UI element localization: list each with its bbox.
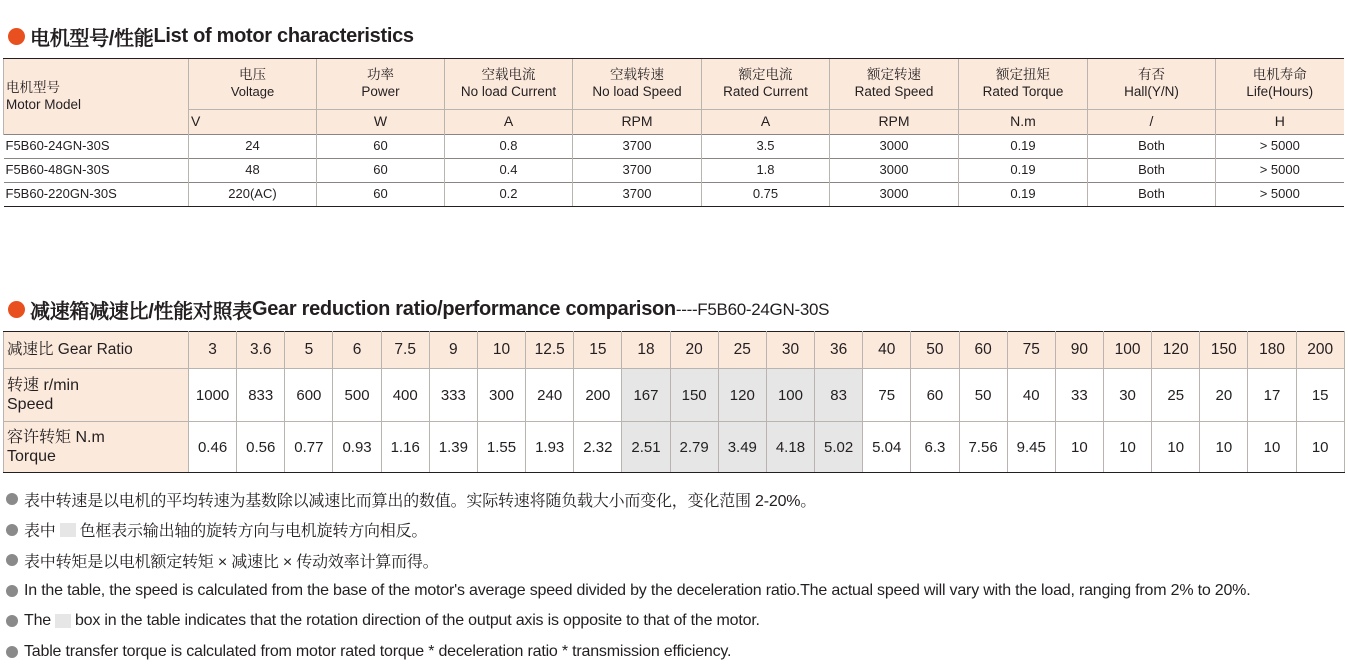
column-header-cn: 电机型号: [6, 79, 60, 95]
column-header-cn: 电压: [239, 67, 266, 83]
ratio-cell: 36: [815, 332, 863, 369]
value-cell: Both: [1088, 159, 1216, 183]
value-cell: 0.4: [445, 159, 573, 183]
row-head-speed-cn: 转速 r/min: [7, 376, 80, 394]
speed-cell: 167: [622, 369, 670, 422]
note-item: [6, 515, 1250, 546]
value-cell: 1.8: [702, 159, 830, 183]
note-text: The: [24, 612, 51, 630]
ratio-cell: 150: [1200, 332, 1248, 369]
model-cell: F5B60-24GN-30S: [4, 135, 189, 159]
speed-cell: 240: [526, 369, 574, 422]
column-header-cn: 有否: [1138, 67, 1165, 83]
ratio-cell: 25: [718, 332, 766, 369]
column-header: [317, 59, 445, 110]
speed-cell: 33: [1055, 369, 1103, 422]
column-header-cn: 电机寿命: [1252, 67, 1307, 83]
unit-cell: /: [1088, 110, 1216, 135]
unit-cell: V: [189, 110, 317, 135]
speed-cell: 150: [670, 369, 718, 422]
value-cell: 3700: [573, 183, 702, 207]
ratio-cell: 180: [1248, 332, 1296, 369]
unit-cell: A: [445, 110, 573, 135]
section-title-gear-ratio: [8, 295, 829, 324]
torque-cell: 0.77: [285, 422, 333, 473]
gear-ratio-row: [4, 332, 1345, 369]
value-cell: 0.75: [702, 183, 830, 207]
ratio-cell: 75: [1007, 332, 1055, 369]
section-title-motor-characteristics: [8, 22, 414, 51]
value-cell: 60: [317, 183, 445, 207]
note-text-after-swatch: 色框表示输出轴的旋转方向与电机旋转方向相反。: [79, 523, 428, 541]
torque-cell: 4.18: [766, 422, 814, 473]
torque-cell: 9.45: [1007, 422, 1055, 473]
speed-cell: 400: [381, 369, 429, 422]
speed-cell: 333: [429, 369, 477, 422]
motor-characteristics-table: [3, 58, 1344, 207]
table-row: [4, 135, 1344, 159]
speed-cell: 200: [574, 369, 622, 422]
ratio-cell: 10: [477, 332, 525, 369]
row-head-torque: [4, 422, 189, 473]
value-cell: > 5000: [1216, 159, 1344, 183]
gear-ratio-table: [3, 331, 1345, 473]
bullet-icon: [6, 554, 18, 566]
torque-cell: 10: [1055, 422, 1103, 473]
unit-cell: RPM: [573, 110, 702, 135]
unit-cell: RPM: [830, 110, 959, 135]
column-header-en: Rated Speed: [854, 84, 934, 99]
note-item: [6, 545, 1250, 576]
unit-cell: W: [317, 110, 445, 135]
speed-cell: 300: [477, 369, 525, 422]
column-header-en: No load Speed: [592, 84, 682, 99]
value-cell: 0.19: [959, 159, 1088, 183]
torque-cell: 10: [1152, 422, 1200, 473]
torque-cell: 2.32: [574, 422, 622, 473]
column-header-cn: 功率: [367, 67, 394, 83]
row-head-ratio: 减速比 Gear Ratio: [4, 332, 189, 369]
title-cn: 减速箱减速比/性能对照表: [30, 301, 252, 323]
ratio-cell: 7.5: [381, 332, 429, 369]
note-text: Table transfer torque is calculated from motor rated torque * deceleration ratio * transmission efficiency.: [24, 642, 732, 660]
value-cell: > 5000: [1216, 183, 1344, 207]
value-cell: 3.5: [702, 135, 830, 159]
value-cell: Both: [1088, 135, 1216, 159]
ratio-cell: 60: [959, 332, 1007, 369]
title-en: Gear reduction ratio/performance comparison: [251, 298, 676, 320]
value-cell: 60: [317, 159, 445, 183]
bullet-icon: [6, 524, 18, 536]
torque-cell: 1.55: [477, 422, 525, 473]
column-header-cn: 空载电流: [481, 67, 536, 83]
value-cell: 0.19: [959, 135, 1088, 159]
note-item: [6, 606, 1250, 637]
torque-cell: 7.56: [959, 422, 1007, 473]
ratio-cell: 20: [670, 332, 718, 369]
column-header: [1216, 59, 1344, 110]
orange-dot-icon: [8, 301, 25, 318]
column-header-cn: 额定转速: [867, 67, 921, 83]
value-cell: > 5000: [1216, 135, 1344, 159]
column-header: [959, 59, 1088, 110]
column-header-en: Rated Current: [723, 84, 808, 99]
ratio-cell: 15: [574, 332, 622, 369]
torque-cell: 1.16: [381, 422, 429, 473]
notes-list: [6, 484, 1250, 667]
column-header-cn: 额定电流: [738, 67, 793, 83]
column-header: [573, 59, 702, 110]
model-cell: F5B60-220GN-30S: [4, 183, 189, 207]
unit-cell: N.m: [959, 110, 1088, 135]
ratio-cell: 50: [911, 332, 959, 369]
column-header-en: Life(Hours): [1246, 84, 1314, 99]
note-item: [6, 637, 1250, 668]
note-item: [6, 484, 1250, 515]
torque-cell: 10: [1103, 422, 1151, 473]
column-header: [445, 59, 573, 110]
torque-cell: 3.49: [718, 422, 766, 473]
table-row: [4, 159, 1344, 183]
value-cell: 3700: [573, 135, 702, 159]
torque-cell: 10: [1248, 422, 1296, 473]
value-cell: 60: [317, 135, 445, 159]
value-cell: 3700: [573, 159, 702, 183]
speed-cell: 25: [1152, 369, 1200, 422]
row-head-speed-en: Speed: [7, 396, 54, 413]
bullet-icon: [6, 493, 18, 505]
column-header-en: No load Current: [460, 84, 557, 99]
row-head-speed: [4, 369, 189, 422]
column-header-en: Rated Torque: [982, 84, 1064, 99]
ratio-cell: 9: [429, 332, 477, 369]
value-cell: 220(AC): [189, 183, 317, 207]
speed-cell: 83: [815, 369, 863, 422]
value-cell: 0.19: [959, 183, 1088, 207]
column-header-en: Motor Model: [6, 96, 82, 112]
speed-row: [4, 369, 1345, 422]
torque-cell: 0.93: [333, 422, 381, 473]
speed-cell: 100: [766, 369, 814, 422]
speed-cell: 120: [718, 369, 766, 422]
ratio-cell: 18: [622, 332, 670, 369]
note-text: 表中转速是以电机的平均转速为基数除以减速比而算出的数值。实际转速将随负载大小而变化，变化范围 2-20%。: [24, 492, 817, 510]
note-text: In the table, the speed is calculated from the base of the motor's average speed divided by the deceleration ratio.The actual speed will vary with the load, ranging from 2% to 20%.: [24, 581, 1251, 599]
unit-cell: A: [702, 110, 830, 135]
torque-cell: 10: [1296, 422, 1344, 473]
ratio-cell: 3.6: [237, 332, 285, 369]
ratio-cell: 200: [1296, 332, 1344, 369]
torque-cell: 1.93: [526, 422, 574, 473]
bullet-icon: [6, 646, 18, 658]
gray-box-swatch: [60, 523, 76, 537]
note-text: 表中: [24, 523, 56, 541]
torque-cell: 10: [1200, 422, 1248, 473]
torque-cell: 0.46: [189, 422, 237, 473]
title-en: List of motor characteristics: [153, 25, 414, 47]
note-text-after-swatch: box in the table indicates that the rotation direction of the output axis is opposite to that of the motor.: [74, 612, 760, 630]
torque-cell: 1.39: [429, 422, 477, 473]
speed-cell: 50: [959, 369, 1007, 422]
row-head-torque-en: Torque: [7, 448, 56, 465]
unit-cell: H: [1216, 110, 1344, 135]
column-header-cn: 额定扭矩: [996, 67, 1050, 83]
column-header: [830, 59, 959, 110]
bullet-icon: [6, 585, 18, 597]
note-item: [6, 576, 1250, 607]
ratio-cell: 12.5: [526, 332, 574, 369]
column-header-en: Hall(Y/N): [1124, 84, 1179, 99]
row-head-torque-cn: 容许转矩 N.m: [7, 428, 105, 446]
torque-cell: 2.79: [670, 422, 718, 473]
ratio-cell: 6: [333, 332, 381, 369]
ratio-cell: 3: [189, 332, 237, 369]
torque-cell: 0.56: [237, 422, 285, 473]
ratio-cell: 120: [1152, 332, 1200, 369]
value-cell: 0.8: [445, 135, 573, 159]
value-cell: 3000: [830, 183, 959, 207]
torque-cell: 5.04: [863, 422, 911, 473]
speed-cell: 40: [1007, 369, 1055, 422]
column-header-en: Power: [361, 84, 400, 99]
title-model-suffix: ----F5B60-24GN-30S: [675, 299, 830, 319]
table-row: [4, 183, 1344, 207]
column-header: [4, 59, 189, 135]
column-header: [189, 59, 317, 110]
value-cell: Both: [1088, 183, 1216, 207]
speed-cell: 600: [285, 369, 333, 422]
value-cell: 24: [189, 135, 317, 159]
gray-box-swatch: [55, 614, 71, 628]
value-cell: 3000: [830, 135, 959, 159]
speed-cell: 17: [1248, 369, 1296, 422]
ratio-cell: 5: [285, 332, 333, 369]
column-header-en: Voltage: [230, 84, 275, 100]
speed-cell: 15: [1296, 369, 1344, 422]
value-cell: 0.2: [445, 183, 573, 207]
value-cell: 48: [189, 159, 317, 183]
note-text: 表中转矩是以电机额定转矩 × 减速比 × 传动效率计算而得。: [24, 553, 439, 571]
title-cn: 电机型号/性能: [30, 28, 154, 50]
speed-cell: 30: [1103, 369, 1151, 422]
speed-cell: 1000: [189, 369, 237, 422]
ratio-cell: 90: [1055, 332, 1103, 369]
torque-cell: 2.51: [622, 422, 670, 473]
ratio-cell: 100: [1103, 332, 1151, 369]
speed-cell: 20: [1200, 369, 1248, 422]
model-cell: F5B60-48GN-30S: [4, 159, 189, 183]
torque-cell: 6.3: [911, 422, 959, 473]
column-header: [702, 59, 830, 110]
orange-dot-icon: [8, 28, 25, 45]
ratio-cell: 30: [766, 332, 814, 369]
speed-cell: 60: [911, 369, 959, 422]
speed-cell: 75: [863, 369, 911, 422]
value-cell: 3000: [830, 159, 959, 183]
speed-cell: 500: [333, 369, 381, 422]
torque-cell: 5.02: [815, 422, 863, 473]
column-header-cn: 空载转速: [610, 67, 664, 83]
torque-row: [4, 422, 1345, 473]
column-header: [1088, 59, 1216, 110]
speed-cell: 833: [237, 369, 285, 422]
bullet-icon: [6, 615, 18, 627]
ratio-cell: 40: [863, 332, 911, 369]
